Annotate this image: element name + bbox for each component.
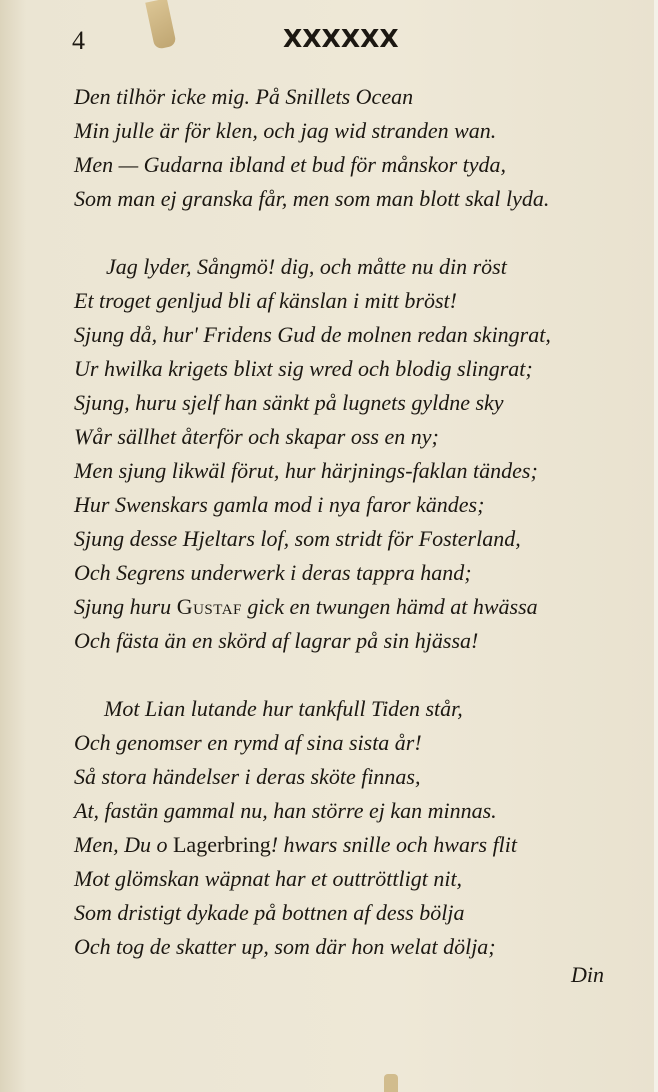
- header-ornament: XXXXXX: [283, 24, 399, 53]
- verse-line: [74, 590, 538, 624]
- verse-fragment: Sjung huru: [74, 594, 177, 619]
- verse-line: Som man ej granska får, men som man blott skal lyda.: [74, 186, 550, 211]
- verse-fragment: Men, Du o: [74, 832, 173, 857]
- name-lagerbring: Lagerbring: [172, 832, 271, 857]
- verse-line: Den tilhör icke mig. På Snillets Ocean: [74, 84, 414, 109]
- verse-line: Och Segrens underwerk i deras tappra hand;: [74, 560, 472, 585]
- verse-line: Wår sällhet återför och skapar oss en ny;: [74, 424, 439, 449]
- verse-line: [74, 828, 517, 862]
- verse-line: Sjung då, hur' Fridens Gud de molnen redan skingrat,: [74, 322, 551, 347]
- name-gustaf: Gustaf: [176, 594, 242, 619]
- verse-fragment: gick en twungen hämd at hwässa: [241, 594, 538, 619]
- verse-line: Hur Swenskars gamla mod i nya faror kändes;: [74, 492, 485, 517]
- verse-line: Mot Lian lutande hur tankfull Tiden står,: [104, 696, 463, 721]
- verse-line: Ur hwilka krigets blixt sig wred och blodig slingrat;: [74, 356, 533, 381]
- verse-line: Och fästa än en skörd af lagrar på sin hjässa!: [74, 628, 479, 653]
- verse-line: Jag lyder, Sångmö! dig, och måtte nu din röst: [106, 254, 507, 279]
- page-edge: [654, 0, 658, 1092]
- verse-line: Et troget genljud bli af känslan i mitt bröst!: [74, 288, 457, 313]
- verse-line: Min julle är för klen, och jag wid stranden wan.: [74, 118, 497, 143]
- verse-line: Sjung desse Hjeltars lof, som stridt för Fosterland,: [74, 526, 521, 551]
- verse-line: Och tog de skatter up, som där hon welat dölja;: [74, 934, 496, 959]
- catchword: Din: [571, 962, 604, 987]
- verse-line: Men — Gudarna ibland et bud för månskor tyda,: [74, 152, 507, 177]
- verse-line: Sjung, huru sjelf han sänkt på lugnets gyldne sky: [74, 390, 504, 415]
- binding-thread: [145, 0, 176, 50]
- verse-fragment: ! hwars snille och hwars flit: [270, 832, 518, 857]
- page-number: 4: [72, 26, 85, 55]
- binding-thread-bottom: [384, 1074, 398, 1092]
- verse-line: Så stora händelser i deras sköte finnas,: [74, 764, 421, 789]
- verse-line: Mot glömskan wäpnat har et outtröttligt nit,: [74, 866, 463, 891]
- verse-line: At, fastän gammal nu, han större ej kan minnas.: [74, 798, 497, 823]
- verse-line: Som dristigt dykade på bottnen af dess bölja: [74, 900, 465, 925]
- verse-line: Men sjung likwäl förut, hur härjnings-faklan tändes;: [74, 458, 538, 483]
- verse-line: Och genomser en rymd af sina sista år!: [74, 730, 422, 755]
